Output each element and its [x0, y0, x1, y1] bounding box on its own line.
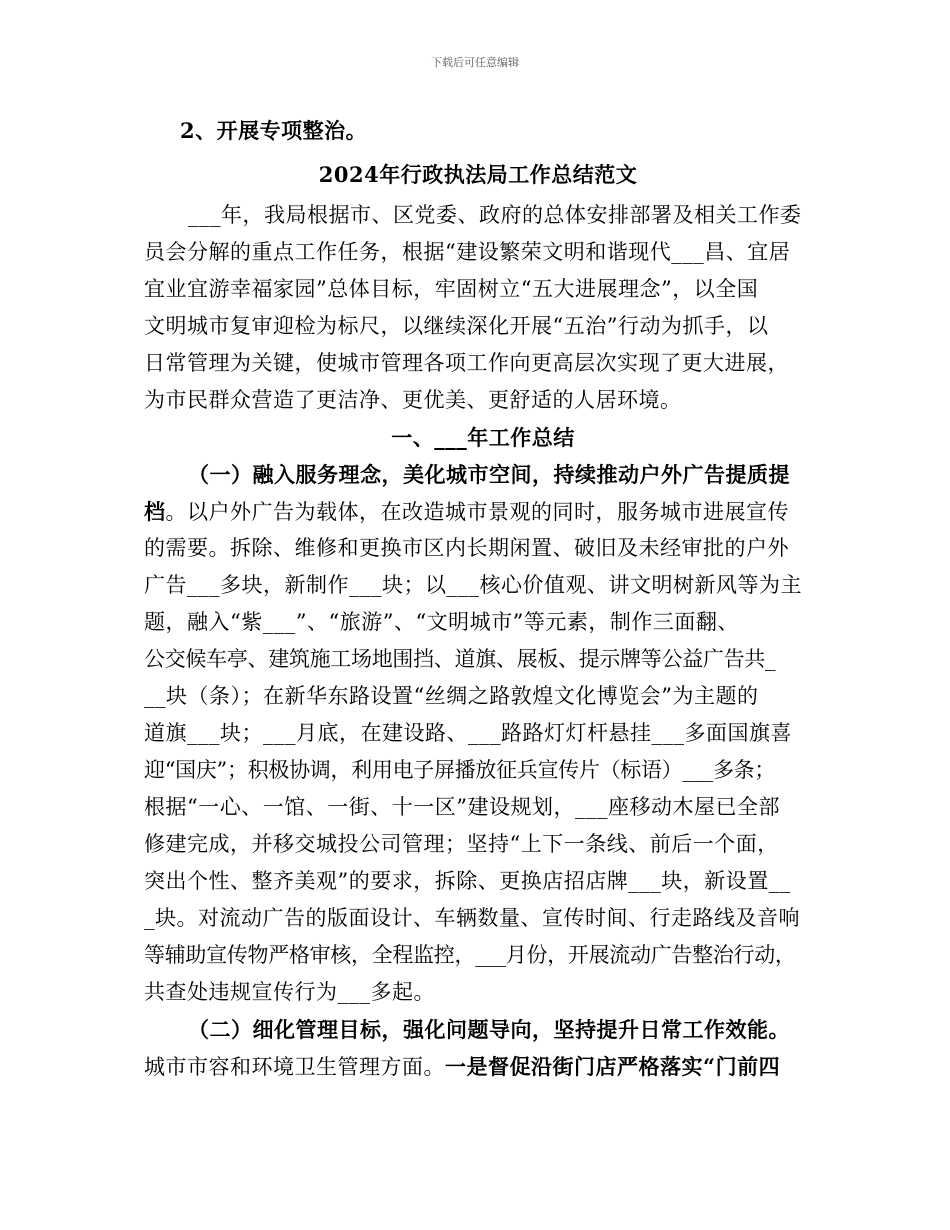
- intro-paragraph: [144, 197, 812, 419]
- text-line: 根据“一心、一馆、一街、十一区”建设规划，___座移动木屋已全部: [144, 795, 780, 819]
- text-line: 宜业宜游幸福家园”总体目标，牢固树立“五大进展理念”，以全国: [144, 277, 759, 301]
- text-line: 等辅助宣传物严格审核，全程监控，___月份，开展流动广告整治行动，: [144, 943, 796, 967]
- part2-heading: （二）细化管理目标，强化问题导向，坚持提升日常工作效能。: [188, 1017, 790, 1042]
- text-line: 为市民群众营造了更洁净、更优美、更舒适的人居环境。: [144, 388, 682, 412]
- text-line: 道旗___块；___月底，在建设路、___路路灯灯杆悬挂___多面国旗喜: [144, 721, 792, 745]
- text-line: 公交候车亭、建筑施工场地围挡、道旗、展板、提示牌等公益广告共_: [144, 647, 776, 671]
- part1-heading: （一）融入服务理念，美化城市空间，持续推动户外广告提质提: [188, 462, 790, 487]
- bold-text-span: 一是督促沿街门店严格落实“门前四: [445, 1054, 781, 1079]
- text-line: 修建完成，并移交城投公司管理；坚持“上下一条线、前后一个面，: [144, 832, 779, 856]
- document-title: 2024年行政执法局工作总结范文: [318, 162, 638, 187]
- text-line: ___年，我局根据市、区党委、政府的总体安排部署及相关工作委: [188, 203, 802, 227]
- text-line: 员会分解的重点工作任务，根据“建设繁荣文明和谐现代___昌、宜居: [144, 240, 791, 264]
- text-line: 日常管理为关键，使城市管理各项工作向更高层次实现了更大进展，: [144, 351, 789, 375]
- text-line: 题，融入“紫___”、“旅游”、“文明城市”等元素，制作三面翻、: [144, 610, 739, 634]
- text-line: _块。对流动广告的版面设计、车辆数量、宣传时间、行走路线及音响: [144, 906, 800, 930]
- part1-paragraph: [144, 456, 812, 1011]
- section-title: 一、___年工作总结: [391, 425, 575, 450]
- text-line: 突出个性、整齐美观”的要求，拆除、更换店招店牌___块，新设置__: [144, 869, 791, 893]
- page-header-note: 下载后可任意编辑: [431, 56, 519, 69]
- part1-heading-end: 档: [144, 499, 166, 524]
- heading-item: 2、开展专项整治。: [180, 118, 368, 143]
- text-line: [144, 493, 812, 530]
- text-line: 文明城市复审迎检为标尺，以继续深化开展“五治”行动为抓手，以: [144, 314, 769, 338]
- text-line: 广告___多块，新制作___块；以___核心价值观、讲文明树新风等为主: [144, 573, 802, 597]
- document-body: [144, 112, 812, 1085]
- text-line: [144, 1048, 812, 1085]
- text-span: 。以户外广告为载体，在改造城市景观的同时，服务城市进展宣传: [165, 500, 789, 524]
- text-line: __块（条）；在新华东路设置“丝绸之路敦煌文化博览会”为主题的: [144, 684, 759, 708]
- text-line: 共查处违规宣传行为___多起。: [144, 980, 435, 1004]
- text-span: 城市市容和环境卫生管理方面。: [144, 1055, 445, 1079]
- part2-paragraph: [144, 1011, 812, 1085]
- text-line: 迎“国庆”；积极协调，利用电子屏播放征兵宣传片（标语）___多条；: [144, 758, 776, 782]
- text-line: 的需要。拆除、维修和更换市区内长期闲置、破旧及未经审批的户外: [144, 536, 789, 560]
